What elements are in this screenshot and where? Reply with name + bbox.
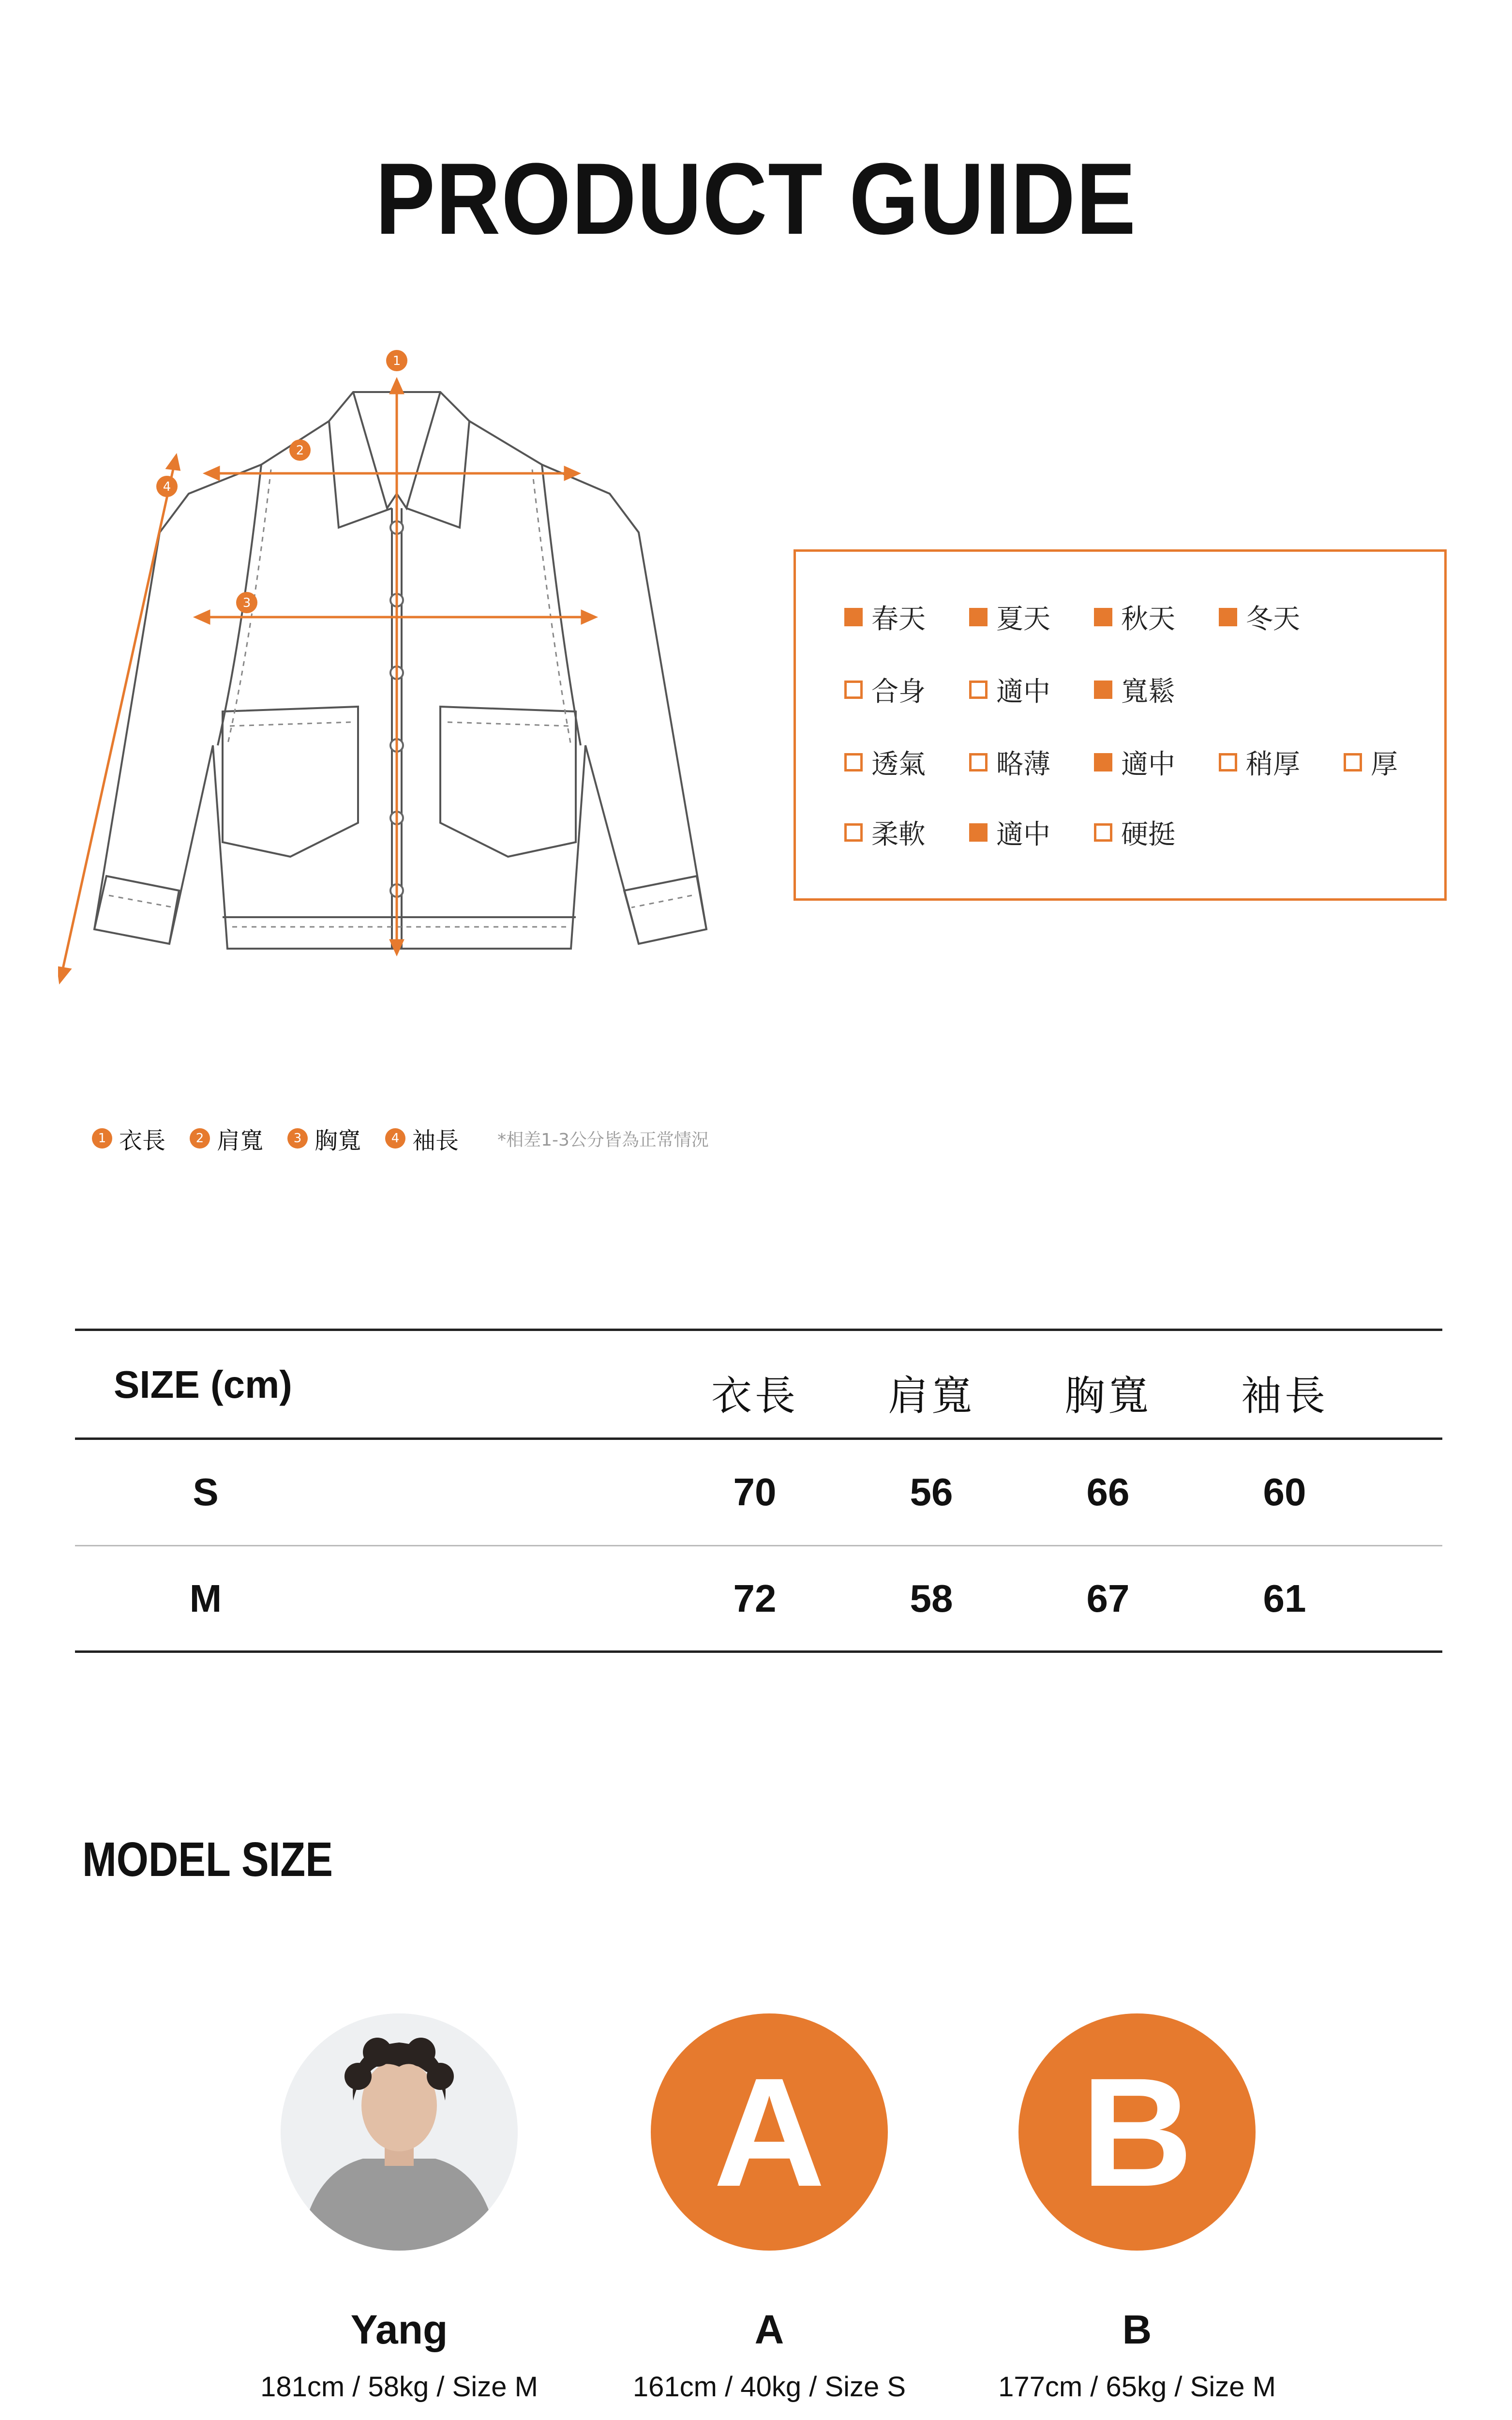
unchecked-box-icon [844, 753, 863, 771]
unchecked-box-icon [844, 681, 863, 699]
checked-box-icon [1094, 753, 1112, 771]
fabric-option-label: 透氣 [871, 749, 926, 780]
header-chest: 胸寬 [1064, 1372, 1152, 1420]
fabric-option-label: 寬鬆 [1121, 676, 1175, 708]
fabric-option-label: 適中 [996, 676, 1050, 708]
measurement-legend [92, 1124, 709, 1153]
tolerance-note: *相差1-3公分皆為正常情況 [497, 1130, 709, 1150]
table-row-divider [75, 1545, 1442, 1546]
fabric-option-label: 冬天 [1246, 604, 1300, 635]
row-m-chest: 67 [1086, 1577, 1130, 1620]
fabric-option [1344, 743, 1468, 782]
model-stats-a: 161cm / 40kg / Size S [632, 2371, 906, 2403]
fabric-option [1094, 813, 1219, 852]
fabric-option-label: 稍厚 [1246, 749, 1300, 780]
fabric-option-label: 略薄 [996, 749, 1050, 780]
row-m-size: M [189, 1577, 222, 1620]
legend-label: 袖長 [412, 1127, 459, 1154]
fabric-row [844, 813, 1219, 852]
legend-item [385, 1122, 459, 1155]
avatar-letter-b: B [1081, 2045, 1193, 2219]
fabric-option-label: 適中 [996, 819, 1050, 850]
unchecked-box-icon [1094, 823, 1112, 842]
fabric-option [844, 670, 969, 709]
page-title: PRODUCT GUIDE [375, 142, 1137, 256]
fabric-option-label: 夏天 [996, 604, 1050, 635]
fabric-feature-box [793, 549, 1447, 901]
marker-3-label: 3 [242, 596, 251, 610]
row-s-sleeve: 60 [1263, 1470, 1306, 1513]
model-avatar-yang [281, 2013, 518, 2251]
marker-2-label: 2 [296, 443, 304, 458]
model-stats-yang: 181cm / 58kg / Size M [260, 2371, 538, 2403]
row-m-length: 72 [733, 1577, 777, 1620]
fabric-option [1094, 598, 1219, 636]
fabric-option [1219, 743, 1344, 782]
fabric-option-label: 硬挺 [1121, 819, 1175, 850]
model-photo [281, 2013, 518, 2251]
legend-label: 肩寬 [217, 1127, 264, 1154]
legend-item [92, 1122, 165, 1155]
fabric-option [844, 743, 969, 782]
checked-box-icon [969, 823, 988, 842]
unchecked-box-icon [969, 681, 988, 699]
checked-box-icon [1094, 608, 1112, 626]
checked-box-icon [1094, 681, 1112, 699]
fabric-option [1094, 670, 1219, 709]
fabric-option [1094, 743, 1219, 782]
fabric-option [969, 743, 1094, 782]
model-name-yang: Yang [350, 2307, 448, 2352]
fabric-option [844, 598, 969, 636]
unchecked-box-icon [844, 823, 863, 842]
header-shoulder: 肩寬 [887, 1372, 975, 1420]
legend-item [287, 1122, 361, 1155]
model-name-b: B [1122, 2307, 1152, 2352]
header-sleeve: 袖長 [1241, 1372, 1328, 1420]
unchecked-box-icon [969, 753, 988, 771]
fabric-option-label: 春天 [871, 604, 926, 635]
model-name-a: A [754, 2307, 784, 2352]
fabric-option-label: 柔軟 [871, 819, 926, 850]
avatar-letter-a: A [713, 2045, 825, 2219]
legend-number-badge: 4 [385, 1128, 405, 1149]
legend-number-badge: 1 [92, 1128, 112, 1149]
fabric-option [969, 598, 1094, 636]
model-avatar-b [1018, 2013, 1256, 2251]
checked-box-icon [844, 608, 863, 626]
legend-number-badge: 2 [190, 1128, 210, 1149]
unchecked-box-icon [1344, 753, 1362, 771]
row-s-chest: 66 [1086, 1470, 1130, 1513]
marker-1-label: 1 [392, 354, 401, 368]
model-stats-b: 177cm / 65kg / Size M [998, 2371, 1276, 2403]
fabric-option [969, 813, 1094, 852]
fabric-option-label: 厚 [1371, 749, 1398, 780]
jacket-diagram [58, 348, 774, 1065]
row-s-size: S [193, 1470, 219, 1513]
row-m-shoulder: 58 [910, 1577, 953, 1620]
legend-number-badge: 3 [287, 1128, 308, 1149]
legend-label: 胸寬 [314, 1127, 361, 1154]
fabric-option [1219, 598, 1344, 636]
model-size-title: MODEL SIZE [82, 1832, 333, 1887]
checked-box-icon [969, 608, 988, 626]
size-header-label: SIZE (cm) [114, 1363, 292, 1406]
header-length: 衣長 [711, 1372, 798, 1420]
model-avatar-a [651, 2013, 888, 2251]
table-top-rule [75, 1329, 1442, 1331]
fabric-option [969, 670, 1094, 709]
fabric-option-label: 秋天 [1121, 604, 1175, 635]
legend-label: 衣長 [119, 1127, 166, 1154]
checked-box-icon [1219, 608, 1237, 626]
fabric-row [844, 598, 1344, 636]
unchecked-box-icon [1219, 753, 1237, 771]
fabric-option-label: 適中 [1121, 749, 1175, 780]
fabric-row [844, 670, 1219, 709]
table-header-rule [75, 1437, 1442, 1440]
marker-4-label: 4 [163, 480, 171, 494]
legend-item [190, 1122, 263, 1155]
row-m-sleeve: 61 [1263, 1577, 1306, 1620]
fabric-option-label: 合身 [871, 676, 926, 708]
fabric-option [844, 813, 969, 852]
fabric-row [844, 743, 1468, 782]
row-s-shoulder: 56 [910, 1470, 953, 1513]
row-s-length: 70 [733, 1470, 777, 1513]
table-bottom-rule [75, 1650, 1442, 1653]
